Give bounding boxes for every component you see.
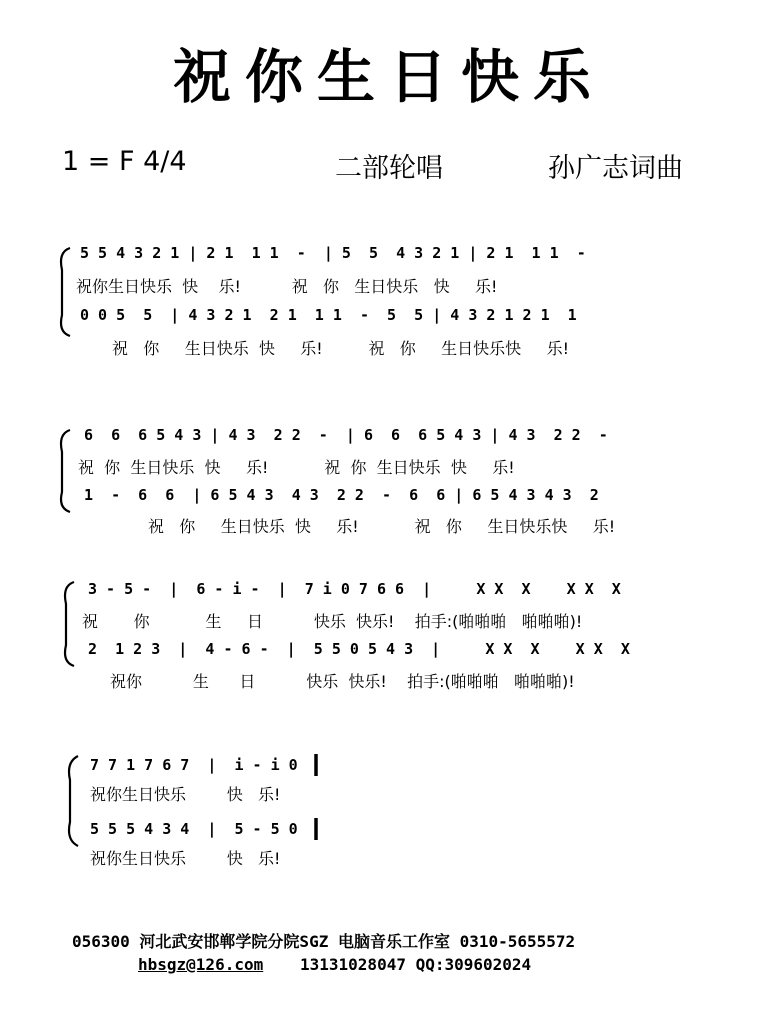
key-signature: 1 = F 4/4 xyxy=(62,146,187,177)
form-label: 二部轮唱 xyxy=(335,153,443,184)
system-1-lower-lyrics: 祝 你 生日快乐 快 乐! 祝 你 生日快乐快 乐! xyxy=(112,339,570,358)
system-4-upper-lyrics: 祝你生日快乐 快 乐! xyxy=(90,785,281,804)
system-1-lower-notes: 0 0 5 5 | 4 3 2 1 2 1 1 1 - 5 5 | 4 3 2 1 2 1 1 xyxy=(80,306,577,324)
system-1-upper-lyrics: 祝你生日快乐 快 乐! 祝 你 生日快乐 快 乐! xyxy=(76,277,498,296)
system-4-lower-lyrics: 祝你生日快乐 快 乐! xyxy=(90,849,281,868)
system-3-lower-notes: 2 1 2 3 | 4 - 6 - | 5 5 0 5 4 3 | X X X X X X xyxy=(88,640,630,658)
footer-contact: 13131028047 QQ:309602024 xyxy=(300,955,532,974)
system-2-upper-lyrics: 祝 你 生日快乐 快 乐! 祝 你 生日快乐 快 乐! xyxy=(78,458,515,477)
system-4-lower-notes: 5 5 5 4 3 4 | 5 - 5 0 xyxy=(90,820,298,838)
system-3-upper-lyrics: 祝 你 生 日 快乐 快乐! 拍手:(啪啪啪 啪啪啪)! xyxy=(82,612,583,631)
footer-email-link[interactable]: hbsgz@126.com xyxy=(138,955,264,974)
system-3-upper-notes: 3 - 5 - | 6 - i - | 7 i 0 7 6 6 | X X X X X X xyxy=(88,580,621,598)
system-3-brace xyxy=(65,582,74,666)
system-2-upper-notes: 6 6 6 5 4 3 | 4 3 2 2 - | 6 6 6 5 4 3 | 4 3 2 2 - xyxy=(84,426,608,444)
system-2-brace xyxy=(61,430,70,512)
system-2-lower-notes: 1 - 6 6 | 6 5 4 3 4 3 2 2 - 6 6 | 6 5 4 3 4 3 2 xyxy=(84,486,599,504)
system-2-lower-lyrics: 祝 你 生日快乐 快 乐! 祝 你 生日快乐快 乐! xyxy=(148,517,616,536)
footer-address: 056300 河北武安邯郸学院分院SGZ 电脑音乐工作室 0310-5655572 xyxy=(72,932,576,951)
song-title: 祝你生日快乐 xyxy=(172,43,605,111)
system-3-lower-lyrics: 祝你 生 日 快乐 快乐! 拍手:(啪啪啪 啪啪啪)! xyxy=(110,672,575,691)
system-4-upper-notes: 7 7 1 7 6 7 | i - i 0 xyxy=(90,756,298,774)
composer-label: 孙广志词曲 xyxy=(548,153,683,184)
system-1-upper-notes: 5 5 4 3 2 1 | 2 1 1 1 - | 5 5 4 3 2 1 | 2 1 1 1 - xyxy=(80,244,586,262)
system-4-brace xyxy=(69,756,78,846)
system-1-brace xyxy=(61,248,70,336)
